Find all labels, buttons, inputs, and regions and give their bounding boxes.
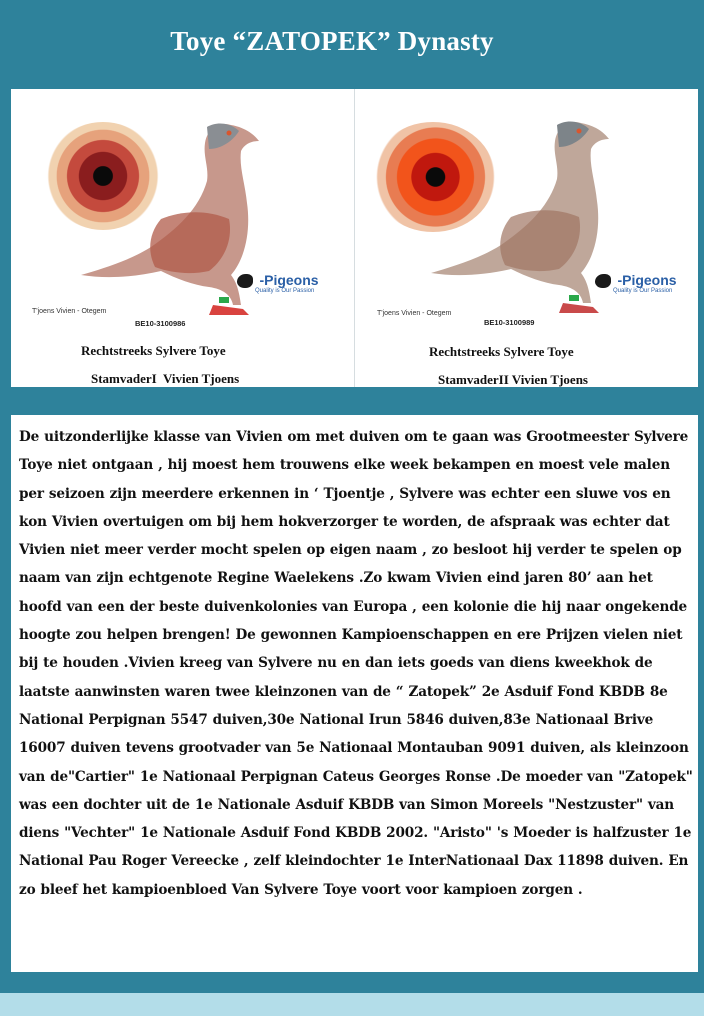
page-title: Toye “ZATOPEK” Dynasty bbox=[170, 26, 494, 56]
breeder-label: T'joens Vivien - Otegem bbox=[32, 308, 107, 315]
photo-caption-line1: Rechtstreeks Sylvere Toye bbox=[81, 343, 226, 358]
photo-panel-right bbox=[355, 89, 698, 387]
logo-text: -Pigeons bbox=[617, 272, 677, 288]
pigeon-logo-icon bbox=[595, 274, 611, 288]
breeder-label: T'joens Vivien - Otegem bbox=[377, 310, 452, 317]
e-pigeons-logo bbox=[595, 272, 677, 294]
logo-tagline: Quality is Our Passion bbox=[613, 288, 673, 294]
photo-caption-line1: Rechtstreeks Sylvere Toye bbox=[429, 344, 574, 359]
logo-text: -Pigeons bbox=[259, 272, 319, 288]
photo-caption-line2: StamvaderI Vivien Tjoens bbox=[91, 371, 240, 386]
photo-panel-left bbox=[11, 89, 354, 387]
article-textbox bbox=[11, 415, 698, 972]
pigeon-image bbox=[81, 119, 271, 329]
ring-number: BE10-3100989 bbox=[484, 318, 535, 327]
logo-tagline: Quality is Our Passion bbox=[255, 288, 315, 294]
e-pigeons-logo bbox=[237, 272, 319, 294]
article-body: De uitzonderlijke klasse van Vivien om met duiven om te gaan was Grootmeester Sylvere Toye niet ontgaan , hij moest hem trouwens elke week bekampen en moest vele malen per seizoen zijn meerdere erkennen in ‘ Tjoentje , Sylvere was echter een sluwe vos en kon Vivien overtuigen om bij hem hokverzorger te worden, de afspraak was echter dat Vivien niet meer verder mocht spelen op eigen naam , zo besloot hij verder te spelen op naam van zijn echtgenote Regine Waelekens .Zo kwam Vivien eind jaren 80’ aan het hoofd van een der beste duivenkolonies van Europa , een kolonie die hij naar ongekende hoogte zou helpen brengen! De gewonnen Kampioenschappen en ere Prijzen vielen niet bij te houden .Vivien kreeg van Sylvere nu en dan iets goeds van diens kweekhok de laatste aanwinsten waren twee kleinzonen van de “ Zatopek” 2e Asduif Fond KBDB 8e National Perpignan 5547 duiven,30e National Irun 5846 duiven,83e Nationaal Brive 16007 duiven tevens grootvader van 5e Nationaal Montauban 9091 duiven, als kleinzoon van de"Cartier" 1e Nationaal Perpignan Cateus Georges Ronse .De moeder van "Zatopek" was een dochter uit de 1e Nationale Asduif KBDB van Simon Moreels "Nestzuster" van diens "Vechter" 1e Nationale Asduif Fond KBDB 2002. "Aristo" 's Moeder is halfzuster 1e National Pau Roger Vereecke , zelf kleindochter 1e InterNationaal Dax 11898 duiven. En zo bleef het kampioenbloed Van Sylvere Toye voort voor kampioen zorgen . bbox=[19, 429, 693, 898]
ring-number: BE10-3100986 bbox=[135, 319, 186, 328]
photo-caption-line2: StamvaderII Vivien Tjoens bbox=[438, 372, 588, 387]
pigeon-image bbox=[431, 117, 621, 327]
bottom-strip bbox=[0, 993, 704, 1016]
pigeon-logo-icon bbox=[237, 274, 253, 288]
photo-section bbox=[11, 89, 698, 387]
